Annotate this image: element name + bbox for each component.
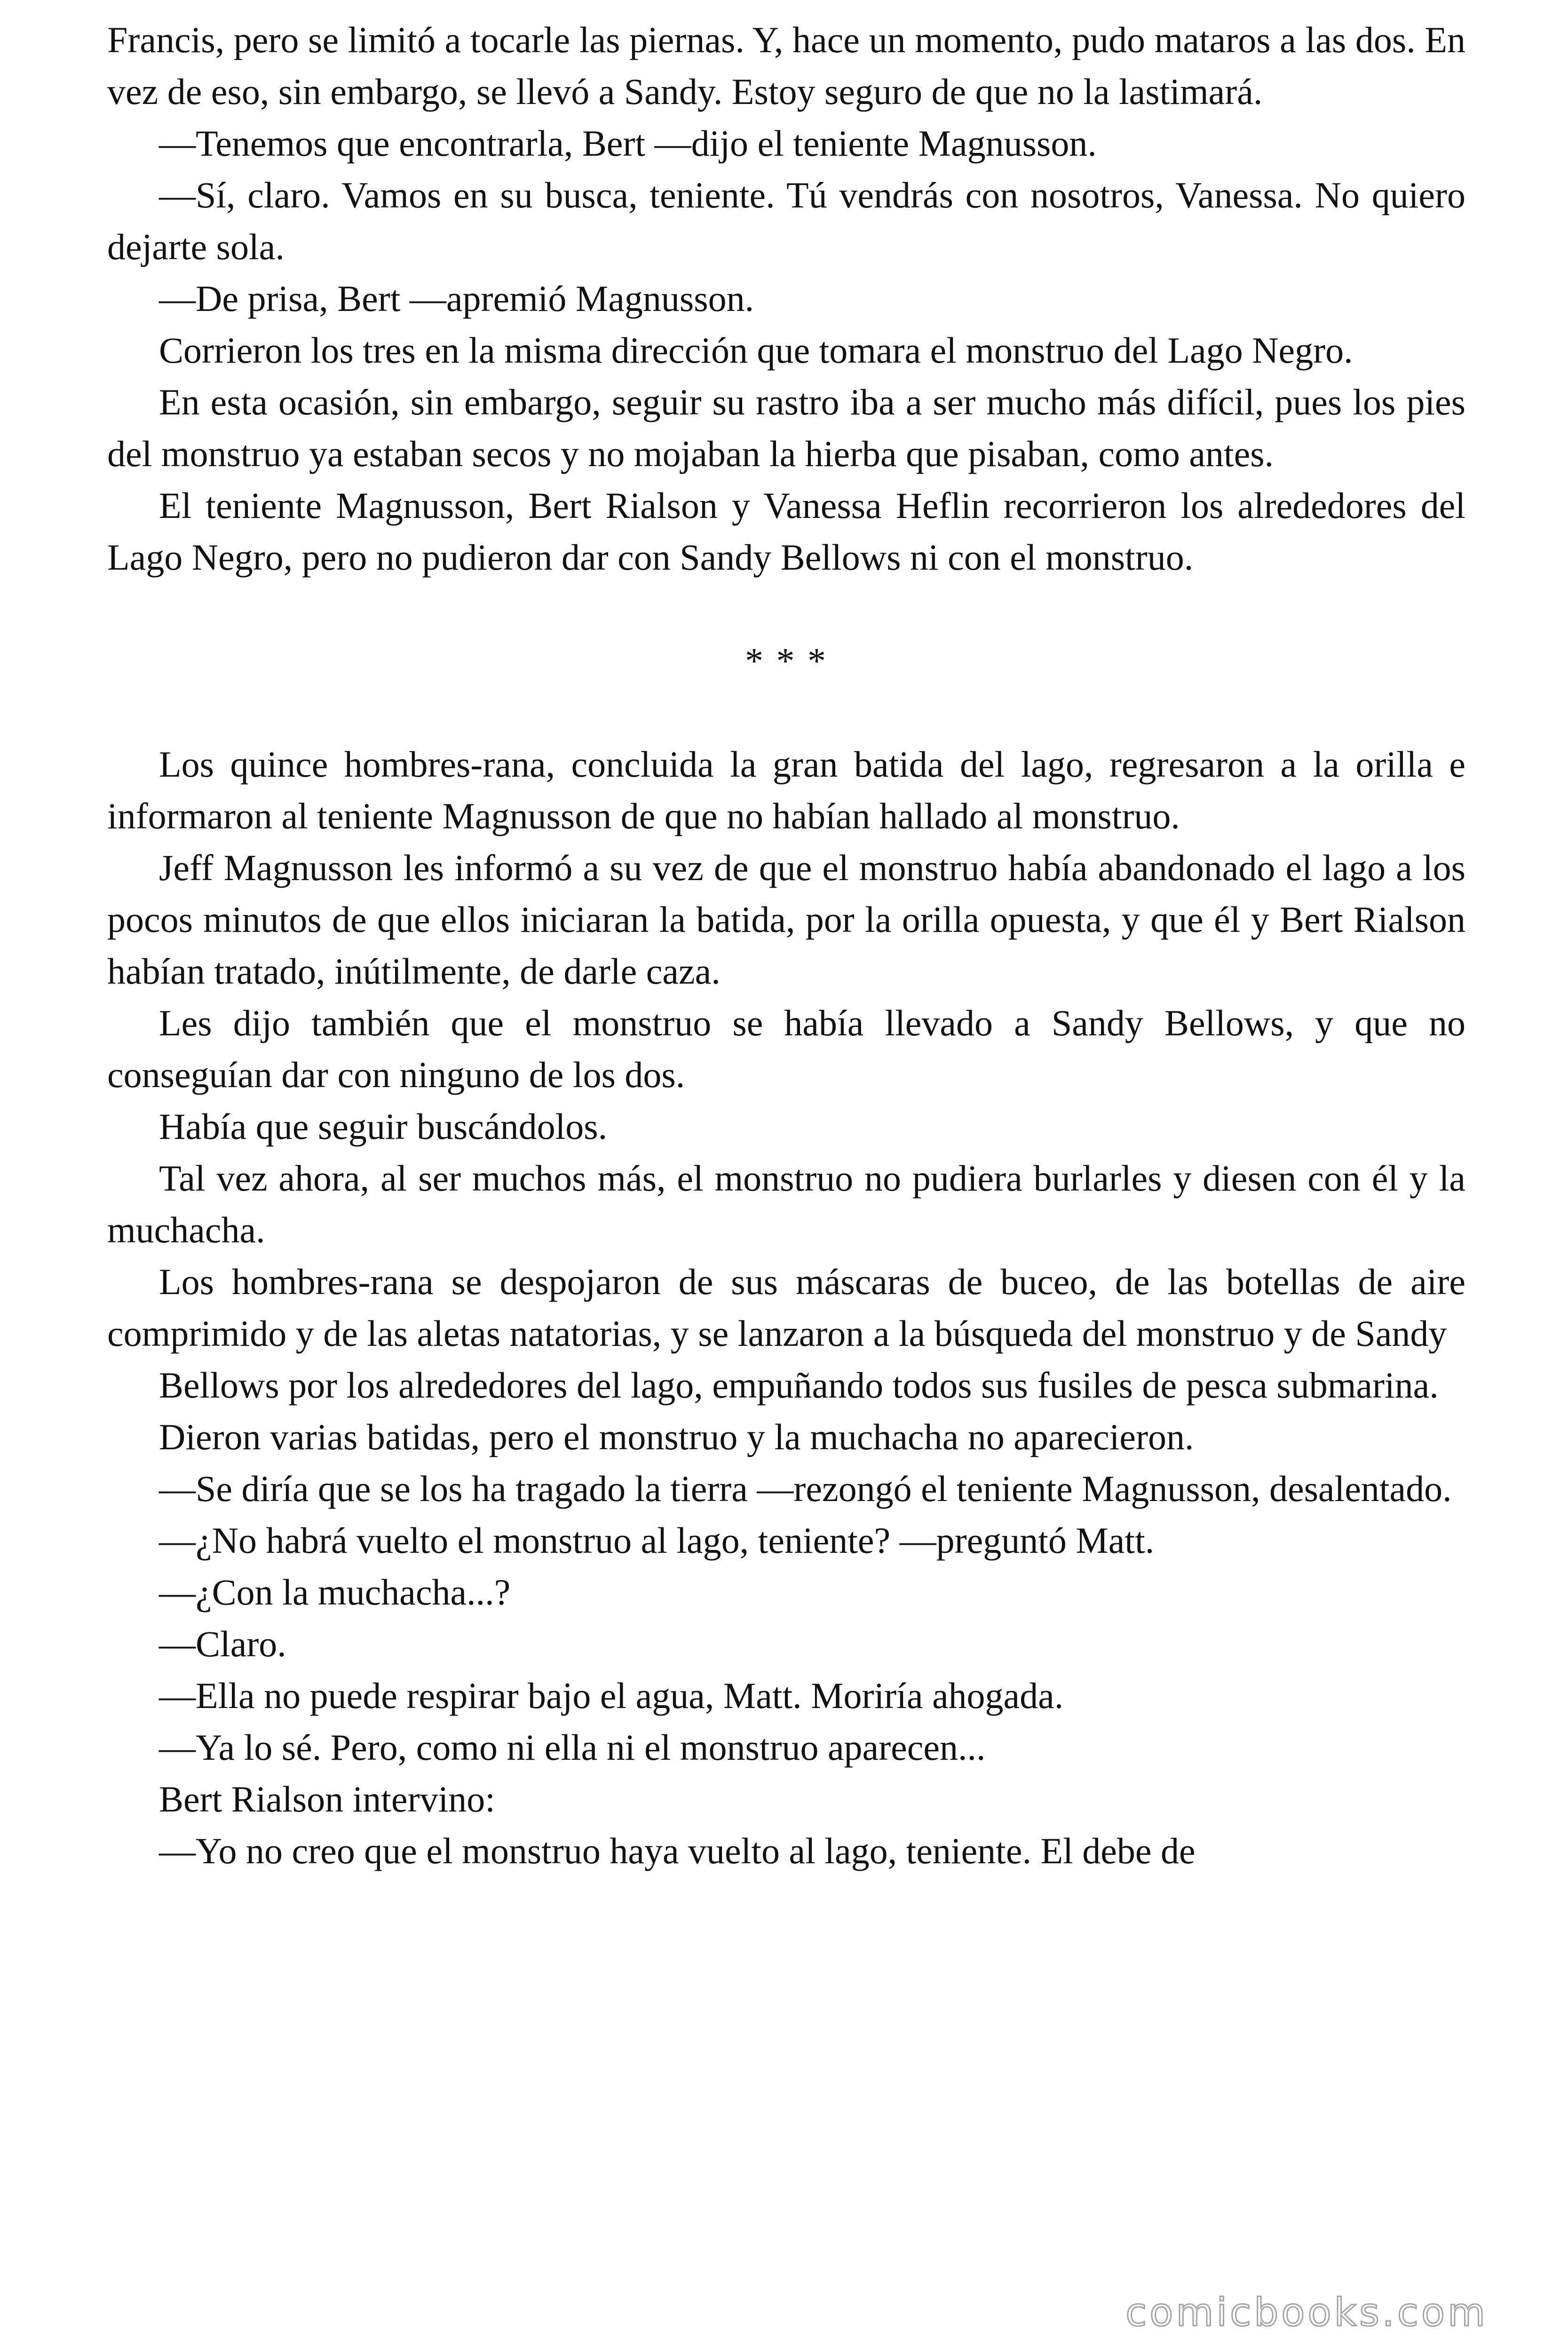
paragraph: Dieron varias batidas, pero el monstruo y la muchacha no aparecieron. [159, 1416, 1194, 1457]
paragraph: —Claro. [159, 1623, 286, 1664]
paragraph: Los quince hombres-rana, concluida la gran batida del lago, regresaron a la orilla e informaron al teniente Magnusson de que no habían hallado al monstruo. [107, 744, 1465, 836]
paragraph: Corrieron los tres en la misma dirección que tomara el monstruo del Lago Negro. [159, 330, 1353, 371]
paragraph: El teniente Magnusson, Bert Rialson y Vanessa Heflin recorrieron los alrededores del Lago Negro, pero no pudieron dar con Sandy Bellows ni con el monstruo. [107, 485, 1465, 578]
paragraph: —Ya lo sé. Pero, como ni ella ni el monstruo aparecen... [159, 1727, 986, 1768]
paragraph: Bert Rialson intervino: [159, 1779, 495, 1820]
section-separator: * * * [745, 640, 828, 681]
paragraph: En esta ocasión, sin embargo, seguir su rastro iba a ser mucho más difícil, pues los pies del monstruo ya estaban secos y no mojaban la hierba que pisaban, como antes. [107, 381, 1465, 474]
paragraph: —Se diría que se los ha tragado la tierra —rezongó el teniente Magnusson, desalentado. [159, 1468, 1452, 1509]
paragraph: —¿No habrá vuelto el monstruo al lago, teniente? —preguntó Matt. [159, 1520, 1155, 1561]
paragraph: —¿Con la muchacha...? [159, 1572, 511, 1613]
paragraph: —Ella no puede respirar bajo el agua, Matt. Moriría ahogada. [159, 1675, 1064, 1716]
paragraph: Bellows por los alrededores del lago, empuñando todos sus fusiles de pesca submarina. [159, 1365, 1439, 1406]
paragraph: —Sí, claro. Vamos en su busca, teniente. Tú vendrás con nosotros, Vanessa. No quiero dejarte sola. [107, 175, 1465, 267]
paragraph: —Yo no creo que el monstruo haya vuelto al lago, teniente. El debe de [159, 1830, 1196, 1871]
paragraph: Les dijo también que el monstruo se había llevado a Sandy Bellows, y que no conseguían dar con ninguno de los dos. [107, 1002, 1465, 1095]
page-text [107, 14, 1465, 1877]
watermark: comicbooks.com [1125, 2290, 1488, 2335]
paragraph: —Tenemos que encontrarla, Bert —dijo el teniente Magnusson. [159, 123, 1097, 164]
paragraph: Tal vez ahora, al ser muchos más, el monstruo no pudiera burlarles y diesen con él y la muchacha. [107, 1158, 1465, 1250]
paragraph: Los hombres-rana se despojaron de sus máscaras de buceo, de las botellas de aire comprimido y de las aletas natatorias, y se lanzaron a la búsqueda del monstruo y de Sandy [107, 1261, 1465, 1354]
paragraph: Había que seguir buscándolos. [159, 1106, 608, 1147]
paragraph: Jeff Magnusson les informó a su vez de que el monstruo había abandonado el lago a los pocos minutos de que ellos iniciaran la batida, por la orilla opuesta, y que él y Bert Rialson habían tratado, inútilmente, de darle caza. [107, 847, 1465, 992]
paragraph: Francis, pero se limitó a tocarle las piernas. Y, hace un momento, pudo mataros a las dos. En vez de eso, sin embargo, se llevó a Sandy. Estoy seguro de que no la lastimará. [107, 19, 1465, 112]
paragraph: —De prisa, Bert —apremió Magnusson. [159, 278, 754, 319]
